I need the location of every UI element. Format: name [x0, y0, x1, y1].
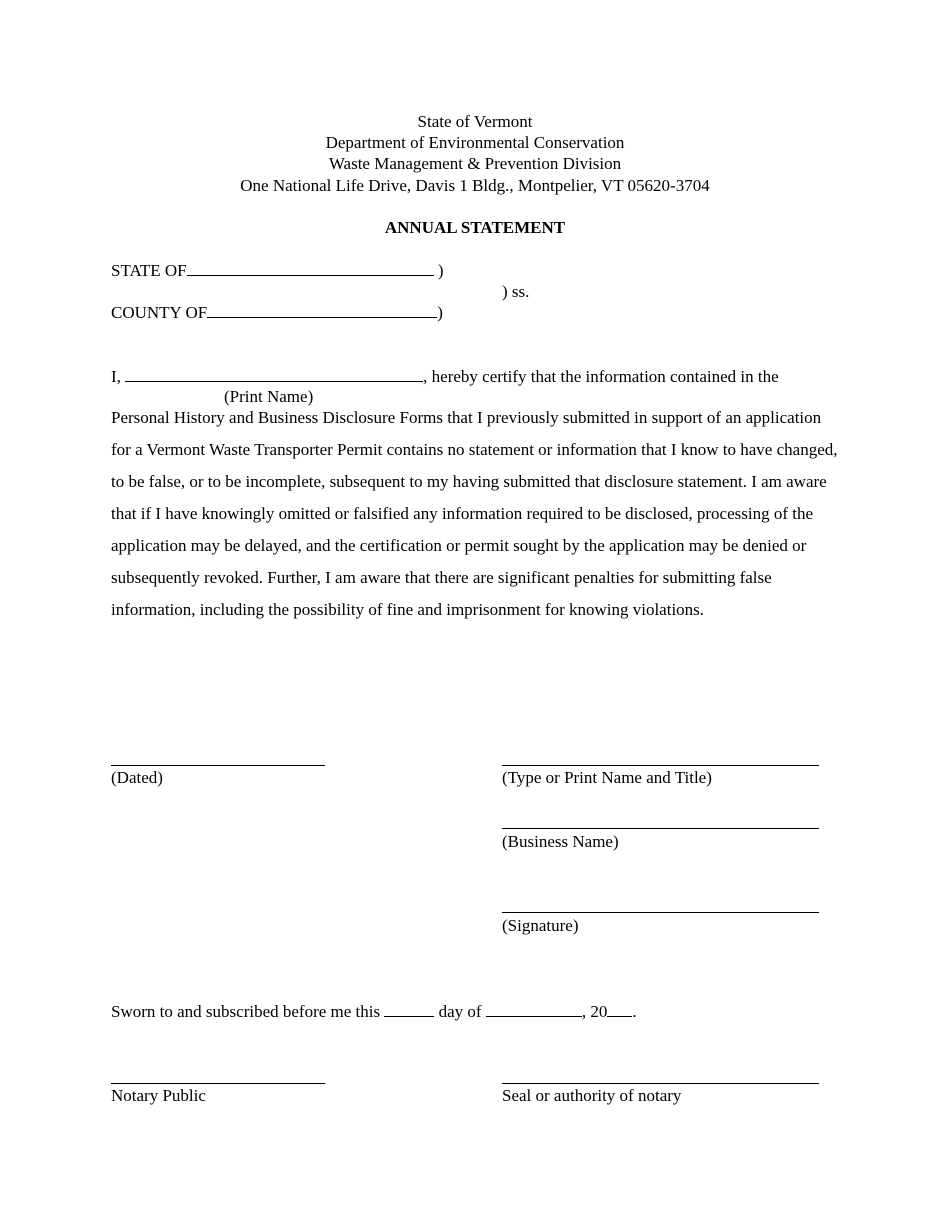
header-line-division: Waste Management & Prevention Division [328, 154, 622, 173]
sworn-day-blank[interactable] [384, 1001, 434, 1017]
county-of-label: COUNTY OF [111, 303, 208, 322]
page-title: ANNUAL STATEMENT [384, 218, 566, 237]
header-line-address: One National Life Drive, Davis 1 Bldg., Montpelier, VT 05620-3704 [240, 176, 710, 195]
notary-seal-caption: Seal or authority of notary [502, 1086, 682, 1105]
name-title-caption: (Type or Print Name and Title) [502, 768, 712, 787]
state-of-blank[interactable] [187, 260, 434, 276]
certify-line [111, 366, 779, 387]
sworn-text-3: , 20 [581, 1002, 608, 1021]
notary-public-line[interactable] [111, 1083, 325, 1084]
sworn-line [111, 1001, 637, 1022]
sworn-text-1: Sworn to and subscribed before me this [111, 1002, 381, 1021]
sworn-text-2: day of [438, 1002, 482, 1021]
sworn-month-blank[interactable] [486, 1001, 582, 1017]
notary-public-caption: Notary Public [111, 1086, 206, 1105]
sworn-year-blank[interactable] [607, 1001, 632, 1017]
notary-seal-line[interactable] [502, 1083, 819, 1084]
print-name-blank[interactable] [125, 366, 423, 382]
sworn-text-4: . [632, 1002, 637, 1021]
business-name-line[interactable] [502, 828, 819, 829]
county-of-row [111, 302, 443, 323]
state-of-row [111, 260, 444, 281]
ss-marker: ) ss. [502, 282, 530, 301]
dated-line[interactable] [111, 765, 325, 766]
signature-caption: (Signature) [502, 916, 579, 935]
state-paren: ) [437, 261, 444, 280]
county-of-blank[interactable] [207, 302, 437, 318]
dated-caption: (Dated) [111, 768, 163, 787]
certify-suffix: , hereby certify that the information contained in the [423, 367, 779, 386]
signature-line[interactable] [502, 912, 819, 913]
state-of-label: STATE OF [111, 261, 187, 280]
print-name-caption: (Print Name) [224, 387, 314, 406]
business-name-caption: (Business Name) [502, 832, 619, 851]
header-line-department: Department of Environmental Conservation [325, 133, 625, 152]
county-paren: ) [437, 303, 443, 322]
header-line-state: State of Vermont [417, 112, 533, 131]
name-title-line[interactable] [502, 765, 819, 766]
certify-prefix: I, [111, 367, 121, 386]
certification-paragraph: Personal History and Business Disclosure Forms that I previously submitted in support of an application for a Vermont Waste Transporter Permit contains no statement or information that I know to have changed, to be false, or to be incomplete, subsequent to my having submitted that disclosure statement. I am aware that if I have knowingly omitted or falsified any information required to be disclosed, processing of the application may be delayed, and the certification or permit sought by the application may be denied or subsequently revoked. Further, I am aware that there are significant penalties for submitting false information, including the possibility of fine and imprisonment for knowing violations. [111, 408, 838, 619]
